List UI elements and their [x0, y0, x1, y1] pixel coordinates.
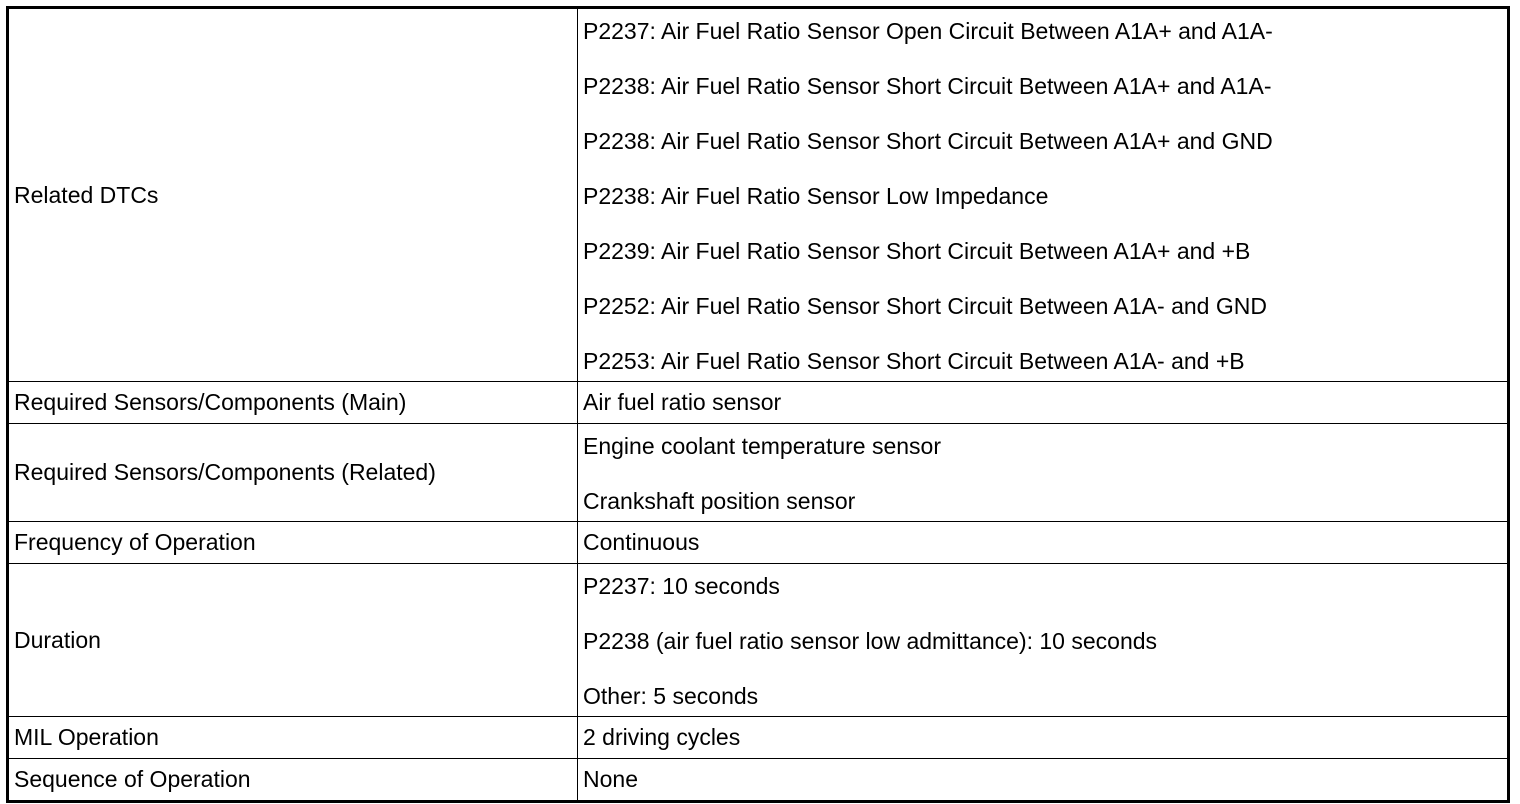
duration-item: P2237: 10 seconds [583, 573, 780, 599]
table-row [8, 382, 1509, 424]
row-label: Related DTCs [8, 8, 578, 382]
component-item: Engine coolant temperature sensor [583, 433, 941, 459]
row-label: Sequence of Operation [8, 759, 578, 802]
dtc-item: P2238: Air Fuel Ratio Sensor Short Circuit Between A1A+ and A1A- [583, 73, 1272, 99]
table-row [8, 8, 1509, 382]
dtc-item: P2238: Air Fuel Ratio Sensor Short Circuit Between A1A+ and GND [583, 128, 1273, 154]
dtc-item: P2237: Air Fuel Ratio Sensor Open Circuit Between A1A+ and A1A- [583, 18, 1273, 44]
row-value: Continuous [578, 522, 1509, 564]
row-value: None [578, 759, 1509, 802]
component-item: Crankshaft position sensor [583, 488, 856, 514]
table-row [8, 564, 1509, 717]
duration-item: P2238 (air fuel ratio sensor low admittance): 10 seconds [583, 628, 1158, 654]
dtc-item: P2252: Air Fuel Ratio Sensor Short Circuit Between A1A- and GND [583, 293, 1267, 319]
table-row [8, 759, 1509, 802]
row-label: Duration [8, 564, 578, 717]
dtc-item: P2238: Air Fuel Ratio Sensor Low Impedance [583, 183, 1049, 209]
dtc-item: P2253: Air Fuel Ratio Sensor Short Circuit Between A1A- and +B [583, 348, 1245, 374]
row-value [578, 424, 1509, 522]
table-row [8, 424, 1509, 522]
table-row [8, 717, 1509, 759]
row-label: Required Sensors/Components (Related) [8, 424, 578, 522]
dtc-item: P2239: Air Fuel Ratio Sensor Short Circuit Between A1A+ and +B [583, 238, 1251, 264]
row-label: MIL Operation [8, 717, 578, 759]
row-label: Required Sensors/Components (Main) [8, 382, 578, 424]
table-row [8, 522, 1509, 564]
monitor-spec-table [6, 6, 1510, 803]
row-value [578, 8, 1509, 382]
row-value: Air fuel ratio sensor [578, 382, 1509, 424]
duration-item: Other: 5 seconds [583, 683, 759, 709]
row-label: Frequency of Operation [8, 522, 578, 564]
row-value: 2 driving cycles [578, 717, 1509, 759]
row-value [578, 564, 1509, 717]
